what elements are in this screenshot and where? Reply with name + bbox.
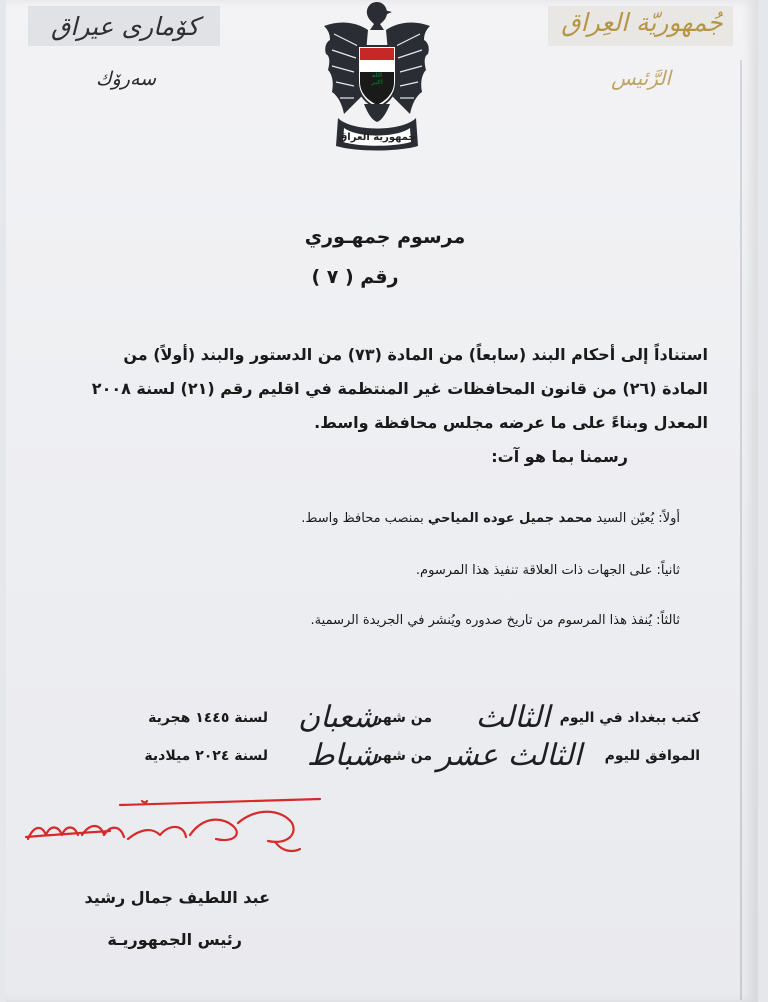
signer-title: رئيس الجمهوريـة [107, 930, 242, 949]
preamble [58, 338, 708, 474]
article-third: ثالثاً: يُنفذ هذا المرسوم من تاريخ صدوره ويُنشر في الجريدة الرسمية. [310, 613, 680, 628]
decree-number: رقم ( ٧ ) [311, 266, 399, 288]
hijri-date-line: كتب ببغداد في اليوم الثالث من شهر شعبان لسنة ١٤٤٥ هجرية [148, 700, 700, 735]
decree-title: مرسوم جمهـوري [304, 226, 466, 248]
kurdish-republic-title: كۆماری عیراق [50, 12, 199, 41]
article-first: أولاً: يُعيّن السيد محمد جميل عوده المياحي بمنصب محافظ واسط. [301, 511, 680, 526]
gregorian-date-line: الموافق لليوم الثالث عشر من شهر شباط لسنة ٢٠٢٤ ميلادية [144, 738, 700, 773]
kurdish-president-label: سەرۆك [95, 68, 157, 90]
flag-inscription: الله اكبر [371, 72, 383, 86]
preamble-line: استناداً إلى أحكام البند (سابعاً) من المادة (٧٣) من الدستور والبند (أولاً) من [123, 345, 708, 364]
preamble-decree-formula: رسمنا بما هو آت: [491, 447, 628, 466]
preamble-line: المعدل وبناءً على ما عرضه مجلس محافظة واسط. [314, 413, 708, 432]
arabic-president-label: الرَّئيس [611, 66, 671, 90]
president-signature [20, 795, 330, 860]
arabic-republic-title: جُمهوريّة العِراق [561, 8, 723, 37]
signer-name: عبد اللطيف جمال رشيد [84, 888, 270, 907]
paper-edge [740, 60, 742, 1000]
appointee-name: محمد جميل عوده المياحي [427, 511, 593, 526]
emblem-caption: جمهورية العراق [338, 132, 416, 143]
preamble-line: المادة (٢٦) من قانون المحافظات غير المنتظمة في اقليم رقم (٢١) لسنة ٢٠٠٨ [91, 379, 708, 398]
article-second: ثانياً: على الجهات ذات العلاقة تنفيذ هذا المرسوم. [415, 563, 680, 578]
